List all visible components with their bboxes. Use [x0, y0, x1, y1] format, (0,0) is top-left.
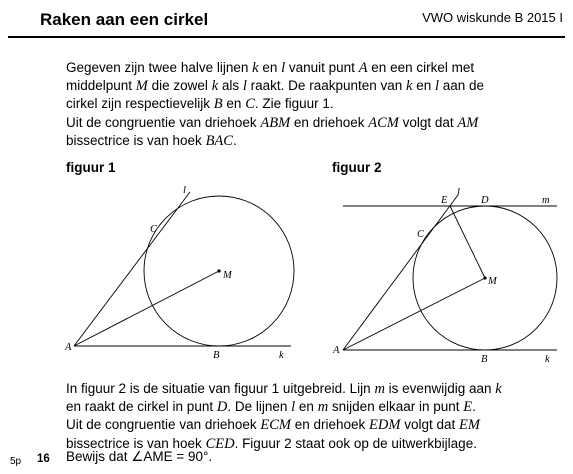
fig2-segment-EM: [450, 206, 485, 278]
outro-line-1: In figuur 2 is de situatie van figuur 1 uitgebreid. Lijn m is evenwijdig aan k: [66, 381, 502, 397]
question-number: 16: [37, 453, 50, 465]
figure-1: [74, 192, 294, 346]
fig1-label-A: A: [65, 342, 72, 353]
outro-line-2: en raakt de cirkel in punt D. De lijnen l en m snijden elkaar in punt E.: [66, 399, 476, 416]
outro-paragraph: [66, 380, 556, 453]
fig1-label-M: M: [223, 270, 232, 281]
fig2-label-M: M: [488, 276, 497, 287]
intro-line-4: Uit de congruentie van driehoek ABM en driehoek ACM volgt dat AM: [66, 114, 479, 131]
fig2-label-k: k: [545, 354, 550, 365]
fig2-label-l: l: [457, 187, 460, 198]
figure-2-caption: figuur 2: [332, 160, 382, 175]
fig1-label-k: k: [279, 350, 284, 361]
fig1-point-M: [217, 269, 220, 272]
fig2-label-m: m: [542, 195, 550, 206]
fig1-label-B: B: [213, 350, 220, 361]
fig1-line-l: [74, 192, 190, 346]
question-text: Bewijs dat ∠AME = 90°.: [66, 449, 213, 464]
fig1-label-C: C: [150, 224, 158, 235]
outro-line-3: Uit de congruentie van driehoek ECM en driehoek EDM volgt dat EM: [66, 417, 480, 434]
intro-line-2: middelpunt M die zowel k als l raakt. De raakpunten van k en l aan de: [66, 78, 485, 95]
fig1-segment-AM: [74, 271, 219, 346]
page-title: Raken aan een cirkel: [40, 10, 209, 29]
question-points: 5p: [10, 456, 22, 467]
fig2-point-M: [483, 276, 486, 279]
fig2-label-E: E: [441, 195, 448, 206]
fig2-label-A: A: [333, 345, 340, 356]
figure-2: [343, 195, 557, 350]
fig2-label-D: D: [481, 195, 489, 206]
figure-1-caption: figuur 1: [66, 160, 116, 175]
fig2-label-C: C: [417, 229, 425, 240]
fig1-label-l: l: [183, 185, 186, 196]
intro-line-3: cirkel zijn respectievelijk B en C. Zie figuur 1.: [66, 96, 334, 113]
fig2-label-B: B: [481, 354, 488, 365]
intro-line-1: Gegeven zijn twee halve lijnen k en l vanuit punt A en een cirkel met: [66, 60, 475, 76]
intro-line-5: bissectrice is van hoek BAC.: [66, 132, 237, 149]
fig2-line-l: [343, 195, 458, 350]
outro-line-4: bissectrice is van hoek CED. Figuur 2 staat ook op de uitwerkbijlage.: [66, 435, 477, 452]
exam-label: VWO wiskunde B 2015 I: [422, 10, 563, 25]
